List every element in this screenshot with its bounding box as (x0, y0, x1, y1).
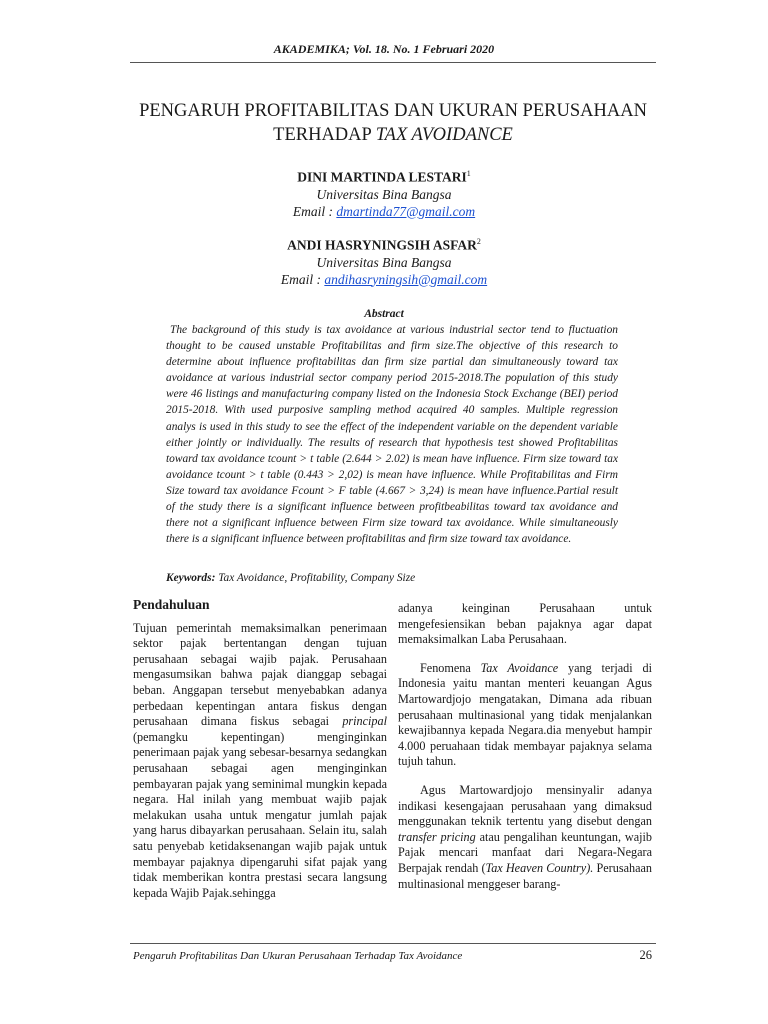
italic-term: principal (342, 714, 387, 729)
body-paragraph (133, 621, 387, 902)
body-paragraph: adanya keinginan Perusahaan untuk mengefesiensikan beban pajaknya agar dapat memaksimalkan Laba Perusahaan. (398, 601, 652, 647)
text-run: Tujuan pemerintah memaksimalkan penerimaan sektor pajak bertentangan dengan tujuan perusahaan sebagai wajib pajak. Perusahaan mengasumsikan bahwa pajak dianggap sebagai beban. Anggapan tersebut menyebabkan adanya perbedaan kepentingan antara fiskus dengan perusahaan dimana fiskus sebagai (133, 620, 387, 729)
author-superscript: 2 (476, 237, 481, 246)
text-run: atau pengalihan keuntungan, wajib Pajak mencari manfaat dari Negara-Negara Berpajak rendah ( (398, 829, 652, 875)
author-email-line (0, 203, 768, 220)
author-name-text: DINI MARTINDA LESTARI (297, 169, 467, 185)
footer-rule (130, 943, 656, 944)
running-head: AKADEMIKA; Vol. 18. No. 1 Februari 2020 (273, 42, 495, 56)
author-name-text: ANDI HASRYNINGSIH ASFAR (287, 237, 477, 253)
paper-title (80, 99, 706, 147)
page-number: 26 (639, 948, 652, 962)
italic-term: transfer pricing (398, 829, 476, 844)
abstract-text: The background of this study is tax avoidance at various industrial sector tend to fluctuation thought to be caused unstable Profitabilitas and firm size.The objective of this research to determine about influence profitabilitas dan firm size partial dan simultaneously toward tax avoidance at various industrial sector company period 2015-2018.The population of this study were 46 listings and manufacturing company listed on the Indonesia Stock Exchange (BEI) period 2015-2018. With used purposive sampling method acquired 40 samples. Multiple regression analys is used in this study to see the effect of the independent variable on the dependent variable either jointly or individually. The results of research that hypothesis test showed Profitabilitas toward tax avoidance tcount > t table (2.644 > 2.02) is mean have influence. Firm size toward tax avoidance tcount > t table (0.443 > 2,02) is mean have influence. While Profitabilitas and Firm Size toward tax avoidance Fcount > F table (4.667 > 3,24) is mean have influence.Partial result of the study there is a significant influence between profitbeabilitas toward tax avoidance and there not a significant influence between Firm size toward tax avoidance. While simultaneously there is a significant influence between profitabilitas and firm size toward tax avoidance. (166, 324, 618, 546)
author-superscript: 1 (466, 169, 471, 178)
abstract-heading: Abstract (364, 308, 404, 320)
text-run: Fenomena (420, 660, 481, 675)
author-name (0, 233, 768, 254)
title-line-2-italic: TAX AVOIDANCE (375, 125, 513, 145)
author-email-link[interactable]: dmartinda77@gmail.com (336, 203, 476, 219)
keywords-text: Tax Avoidance, Profitability, Company Size (215, 572, 416, 584)
email-label: Email : (292, 203, 337, 219)
keywords-line (166, 572, 618, 584)
footer-title: Pengaruh Profitabilitas Dan Ukuran Perusahaan Terhadap Tax Avoidance (133, 950, 463, 962)
author-block-1 (0, 165, 768, 220)
author-email-link[interactable]: andihasryningsih@gmail.com (324, 271, 488, 287)
right-column (398, 601, 652, 905)
keywords-label: Keywords: (166, 572, 216, 584)
author-affiliation: Universitas Bina Bangsa (316, 186, 452, 202)
italic-term: Tax Heaven Country). (485, 860, 594, 875)
title-line-2 (80, 123, 706, 147)
text-run: (pemangku kepentingan) menginginkan penerimaan pajak yang sebesar-besarnya sedangkan perusahaan sebagai agen menginginkan pembayaran pajak yang seminimal mungkin kepada negara. Hal inilah yang membuat wajib pajak melakukan usaha untuk mengatur jumlah pajak yang harus dibayarkan perusahaan. Selain itu, salah satu penyebab ketidaksenangan wajib pajak untuk membayar pajaknya dipengaruhi sifat pajak yang tidak memberikan kontra prestasi secara langsung kepada Wajib Pajak.sehingga (133, 729, 387, 900)
text-run: Agus Martowardjojo mensinyalir adanya indikasi kesengajaan perusahaan yang dimaksud menggunakan teknik tertentu yang disebut dengan (398, 782, 652, 829)
left-column (133, 597, 387, 914)
email-label: Email : (280, 271, 325, 287)
title-line-1: PENGARUH PROFITABILITAS DAN UKURAN PERUSAHAAN (139, 101, 647, 121)
text-run: yang terjadi di Indonesia yaitu mantan menteri keuangan Agus Martowardjojo mengatakan, Dimana ada ribuan perusahaan multinasional yang tidak menjalankan kewajibannya kepada Negara.dia menyebut hampir 4.000 peruahaan tidak membayar pajaknya selama tujuh tahun. (398, 660, 652, 769)
italic-term: Tax Avoidance (480, 660, 559, 675)
author-affiliation: Universitas Bina Bangsa (316, 254, 452, 270)
section-heading: Pendahuluan (133, 597, 210, 612)
text-run: Perusahaan multinasional menggeser barang- (398, 860, 652, 891)
body-paragraph (398, 783, 652, 892)
author-block-2 (0, 233, 768, 288)
header-rule (130, 62, 656, 63)
body-paragraph (398, 661, 652, 770)
title-line-2-prefix: TERHADAP (273, 125, 376, 145)
author-name (0, 165, 768, 186)
author-email-line (0, 271, 768, 288)
